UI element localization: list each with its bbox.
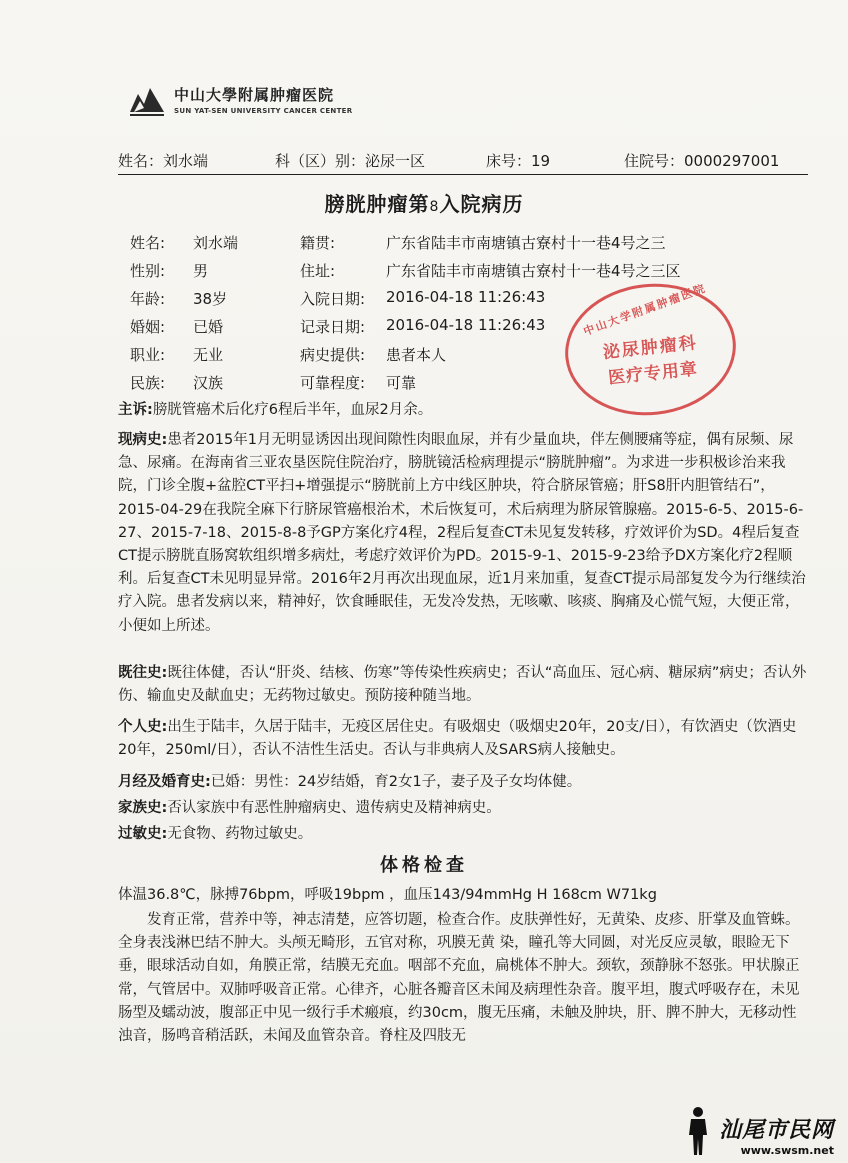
- header-admission-number: 住院号：0000297001: [624, 152, 780, 170]
- info-label: 姓名:: [130, 234, 166, 252]
- info-label: 年龄:: [130, 290, 166, 308]
- seal-line-2: 医疗专用章: [607, 359, 699, 389]
- info-label: 住址:: [300, 262, 336, 280]
- section-label: 主诉:: [118, 402, 153, 418]
- vital-signs: 体温36.8℃，脉搏76bpm，呼吸19bpm ，血压143/94mmHg H 168cm W71kg: [118, 887, 657, 903]
- hospital-name-cn: 中山大學附属肿瘤医院: [174, 85, 335, 104]
- info-label: 病史提供:: [300, 346, 366, 364]
- allergy-history: [118, 823, 808, 846]
- marital-history: [118, 771, 808, 794]
- seal-arc-text: 中山大学附属肿瘤医院: [581, 281, 709, 339]
- header-name: 姓名：刘水端: [118, 152, 209, 170]
- section-text: 否认家族中有恶性肿瘤病史、遗传病史及精神病史。: [167, 800, 501, 816]
- info-label: 入院日期:: [300, 290, 366, 308]
- info-label: 婚姻:: [130, 318, 166, 336]
- watermark-site-name: 汕尾市民网: [718, 1117, 834, 1143]
- section-label: 现病史:: [118, 432, 168, 448]
- info-label: 可靠程度:: [300, 374, 366, 392]
- info-value: 2016-04-18 11:26:43: [386, 288, 546, 306]
- info-label: 籍贯:: [300, 234, 336, 252]
- physical-exam-title: 体格检查: [380, 855, 468, 876]
- watermark-url: www.swsm.net: [740, 1144, 834, 1157]
- section-label: 家族史:: [118, 800, 168, 816]
- hospital-logo: [128, 82, 352, 116]
- title-text-pre: 膀胱肿瘤第: [324, 192, 430, 216]
- physical-exam-body: 发育正常，营养中等，神志清楚，应答切题，检查合作。皮肤弹性好，无黄染、皮疹、肝掌及血管蛛。全身表浅淋巴结不肿大。头颅无畸形，五官对称，巩膜无黄 染，瞳孔等大同圆，对光反应灵敏，眼睑无下垂，眼球活动自如，角膜正常，结膜无充血。咽部不充血，扁桃体不肿大。颈软，颈静脉不怒张。甲状腺正常，气管居中。双肺呼吸音正常。心律齐，心脏各瓣音区未闻及病理性杂音。腹平坦，腹式呼吸存在，未见肠型及蠕动波，腹部正中见一级行手术瘢痕，约30cm，腹无压痛，未触及肿块，肝、脾不肿大，无移动性浊音，肠鸣音稍活跃，未闻及血管杂音。脊柱及四肢无: [118, 912, 800, 1045]
- info-value: 刘水端: [193, 234, 239, 252]
- section-text: 出生于陆丰，久居于陆丰，无疫区居住史。有吸烟史（吸烟史20年，20支/日），有饮酒史（饮酒史20年，250ml/日），否认不洁性生活史。否认与非典病人及SARS病人接触史。: [118, 719, 797, 759]
- document-title: [0, 188, 848, 217]
- info-value: 汉族: [193, 374, 224, 392]
- section-text: 已婚：男性：24岁结婚，育2女1子，妻子及子女均体健。: [210, 774, 582, 790]
- info-value: 患者本人: [386, 346, 447, 364]
- seal-line-1: 泌尿肿瘤科: [602, 333, 699, 363]
- info-value: 38岁: [193, 290, 228, 308]
- info-value: 广东省陆丰市南塘镇古寮村十一巷4号之三: [386, 234, 666, 252]
- section-text: 无食物、药物过敏史。: [167, 826, 313, 842]
- section-text: 既往体健，否认“肝炎、结核、伤寒”等传染性疾病史；否认“高血压、冠心病、糖尿病”病史；否认外伤、输血史及献血史；无药物过敏史。预防接种随当地。: [118, 665, 807, 705]
- header-bed: 床号：19: [486, 152, 551, 170]
- site-watermark: [683, 1105, 834, 1157]
- info-value: 2016-04-18 11:26:43: [386, 316, 546, 334]
- info-label: 职业:: [130, 346, 166, 364]
- header-rule: [118, 174, 808, 175]
- section-label: 个人史:: [118, 719, 168, 735]
- info-value: 广东省陆丰市南塘镇古寮村十一巷4号之三区: [386, 262, 681, 280]
- info-label: 记录日期:: [300, 318, 366, 336]
- hospital-emblem-icon: [128, 82, 166, 116]
- title-admission-count: 8: [429, 199, 440, 215]
- present-illness: [118, 429, 808, 638]
- person-silhouette-icon: [683, 1105, 713, 1157]
- info-value: 可靠: [386, 374, 417, 392]
- past-history: [118, 662, 808, 708]
- header-department: 科（区）别：泌尿一区: [275, 152, 426, 170]
- hospital-name-en: SUN YAT-SEN UNIVERSITY CANCER CENTER: [174, 106, 353, 115]
- section-text: 膀胱管癌术后化疗6程后半年，血尿2月余。: [152, 402, 433, 418]
- info-value: 无业: [193, 346, 224, 364]
- section-text: 患者2015年1月无明显诱因出现间隙性肉眼血尿，并有少量血块，伴左侧腰痛等症，偶有尿频、尿急、尿痛。在海南省三亚农垦医院住院治疗，膀胱镜活检病理提示“膀胱肿瘤”。为求进一步积极诊治来我院，门诊全腹+盆腔CT平扫+增强提示“膀胱前上方中线区肿块，符合脐尿管癌；肝S8肝内胆管结石”，2015-04-29在我院全麻下行脐尿管癌根治术，术后恢复可，术后病理为脐尿管腺癌。2015-6-5、2015-6-27、2015-7-18、2015-8-8予GP方案化疗4程，2程后复查CT未见复发转移，疗效评价为SD。4程后复查CT提示膀胱直肠窝软组织增多病灶，考虑疗效评价为PD。2015-9-1、2015-9-23给予DX方案化疗2程顺利。后复查CT未见明显异常。2016年2月再次出现血尿，近1月来加重，复查CT提示局部复发今为行继续治疗入院。患者发病以来，精神好，饮食睡眠佳，无发冷发热，无咳嗽、咳痰、胸痛及心慌气短，大便正常，小便如上所述。: [118, 432, 806, 634]
- section-label: 既往史:: [118, 665, 168, 681]
- info-label: 性别:: [130, 262, 166, 280]
- chief-complaint: [118, 399, 808, 422]
- section-label: 过敏史:: [118, 826, 168, 842]
- info-value: 男: [193, 262, 209, 280]
- title-text-post: 入院病历: [439, 192, 524, 216]
- section-label: 月经及婚育史:: [118, 774, 211, 790]
- info-value: 已婚: [193, 318, 224, 336]
- personal-history: [118, 716, 808, 762]
- info-label: 民族:: [130, 374, 166, 392]
- family-history: [118, 797, 808, 820]
